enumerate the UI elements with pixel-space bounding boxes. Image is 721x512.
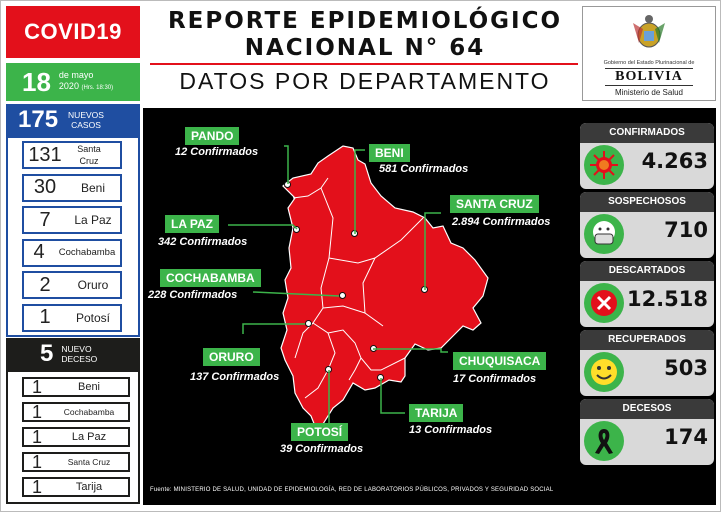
case-count: 7 — [39, 208, 51, 231]
case-place: Cochabamba — [58, 246, 116, 258]
lapaz-count: 342 Confirmados — [158, 236, 248, 248]
santacruz-label: SANTA CRUZ — [450, 195, 539, 213]
list-item — [22, 239, 122, 267]
stat-value: 4.263 — [641, 149, 708, 173]
new-deaths-header — [6, 338, 140, 370]
stat-label: DESCARTADOS — [580, 261, 714, 281]
logo-gov-text: Gobierno del Estado Plurinacional de — [603, 60, 695, 66]
stat-label: SOSPECHOSOS — [580, 192, 714, 212]
list-item — [22, 477, 130, 497]
stat-confirmados — [580, 123, 714, 189]
list-item — [22, 377, 130, 397]
pando-label: PANDO — [185, 127, 239, 145]
smiley-icon — [584, 352, 624, 392]
stat-label: DECESOS — [580, 399, 714, 419]
logo-country: BOLIVIA — [605, 68, 693, 86]
list-item — [22, 452, 130, 472]
case-count: 2 — [39, 273, 51, 296]
case-count: 131 — [28, 143, 62, 166]
tarija-count: 13 Confirmados — [409, 424, 493, 436]
oruro-label: ORURO — [203, 348, 260, 366]
death-count: 1 — [31, 401, 42, 422]
stat-recuperados — [580, 330, 714, 396]
x-icon — [584, 283, 624, 323]
list-item — [22, 427, 130, 447]
stat-decesos — [580, 399, 714, 465]
list-item — [22, 304, 122, 332]
new-deaths-label: NUEVO DECESO — [61, 344, 98, 364]
cochabamba-count: 228 Confirmados — [148, 289, 238, 301]
death-place: Santa Cruz — [67, 457, 111, 467]
stat-value: 503 — [664, 356, 708, 380]
tarija-label: TARIJA — [409, 404, 463, 422]
new-cases-list — [6, 136, 140, 337]
case-count: 30 — [33, 176, 57, 198]
stat-label: CONFIRMADOS — [580, 123, 714, 143]
santacruz-count: 2.894 Confirmados — [452, 216, 551, 228]
beni-count: 581 Confirmados — [379, 163, 469, 175]
pando-count: 12 Confirmados — [175, 146, 259, 158]
death-count: 1 — [31, 476, 42, 497]
divider — [150, 63, 578, 65]
date-day: 18 — [22, 66, 51, 97]
list-item — [22, 402, 130, 422]
ribbon-icon — [584, 421, 624, 461]
date-badge — [6, 63, 140, 101]
case-place: Beni — [80, 180, 106, 195]
new-deaths-count: 5 — [40, 340, 54, 367]
beni-label: BENI — [369, 144, 410, 162]
stat-value: 710 — [664, 218, 708, 242]
chuquisaca-count: 17 Confirmados — [453, 373, 537, 385]
lapaz-label: LA PAZ — [165, 215, 219, 233]
source-footer: Fuente: MINISTERIO DE SALUD, UNIDAD DE EPIDEMIOLOGÍA, RED DE LABORATORIOS PÚBLICOS, PRIVADOS Y SEGURIDAD SOCIAL — [150, 487, 554, 493]
death-place: Beni — [77, 381, 101, 393]
mask-icon — [584, 214, 624, 254]
new-cases-header — [6, 104, 140, 136]
report-number: NACIONAL N° 64 — [244, 35, 486, 61]
list-item — [22, 271, 122, 299]
death-count: 1 — [31, 451, 42, 472]
new-cases-count: 175 — [18, 106, 59, 133]
case-count: 4 — [33, 241, 45, 263]
stat-value: 174 — [664, 425, 708, 449]
coat-of-arms-icon — [629, 13, 669, 53]
chuquisaca-label: CHUQUISACA — [453, 352, 546, 370]
stat-label: RECUPERADOS — [580, 330, 714, 350]
new-deaths-list — [6, 370, 140, 504]
virus-icon — [584, 145, 624, 185]
date-month: de mayo 2020 (Hrs. 18:30) — [58, 70, 114, 91]
potosi-label: POTOSÍ — [291, 423, 348, 441]
potosi-count: 39 Confirmados — [280, 443, 364, 455]
case-place: Oruro — [77, 278, 109, 292]
death-place: La Paz — [71, 431, 107, 443]
case-place: La Paz — [74, 213, 112, 227]
case-place: Santa Cruz — [77, 144, 101, 166]
list-item — [22, 206, 122, 234]
report-title: REPORTE EPIDEMIOLÓGICO — [167, 8, 563, 34]
case-place: Potosí — [75, 310, 111, 325]
death-place: Tarija — [75, 481, 103, 493]
new-cases-label: NUEVOS CASOS — [68, 110, 104, 130]
cochabamba-label: COCHABAMBA — [160, 269, 261, 287]
covid-badge: COVID19 — [6, 6, 140, 58]
death-count: 1 — [31, 426, 42, 447]
logo-ministry: Ministerio de Salud — [614, 88, 684, 97]
death-count: 1 — [31, 376, 42, 397]
ministry-logo — [582, 6, 716, 101]
stat-value: 12.518 — [626, 287, 708, 311]
list-item — [22, 174, 122, 202]
stat-sospechosos — [580, 192, 714, 258]
case-count: 1 — [39, 306, 51, 328]
stat-descartados — [580, 261, 714, 327]
death-place: Cochabamba — [63, 407, 115, 417]
page-subtitle: DATOS POR DEPARTAMENTO — [179, 68, 551, 94]
oruro-count: 137 Confirmados — [190, 371, 280, 383]
list-item — [22, 141, 122, 169]
